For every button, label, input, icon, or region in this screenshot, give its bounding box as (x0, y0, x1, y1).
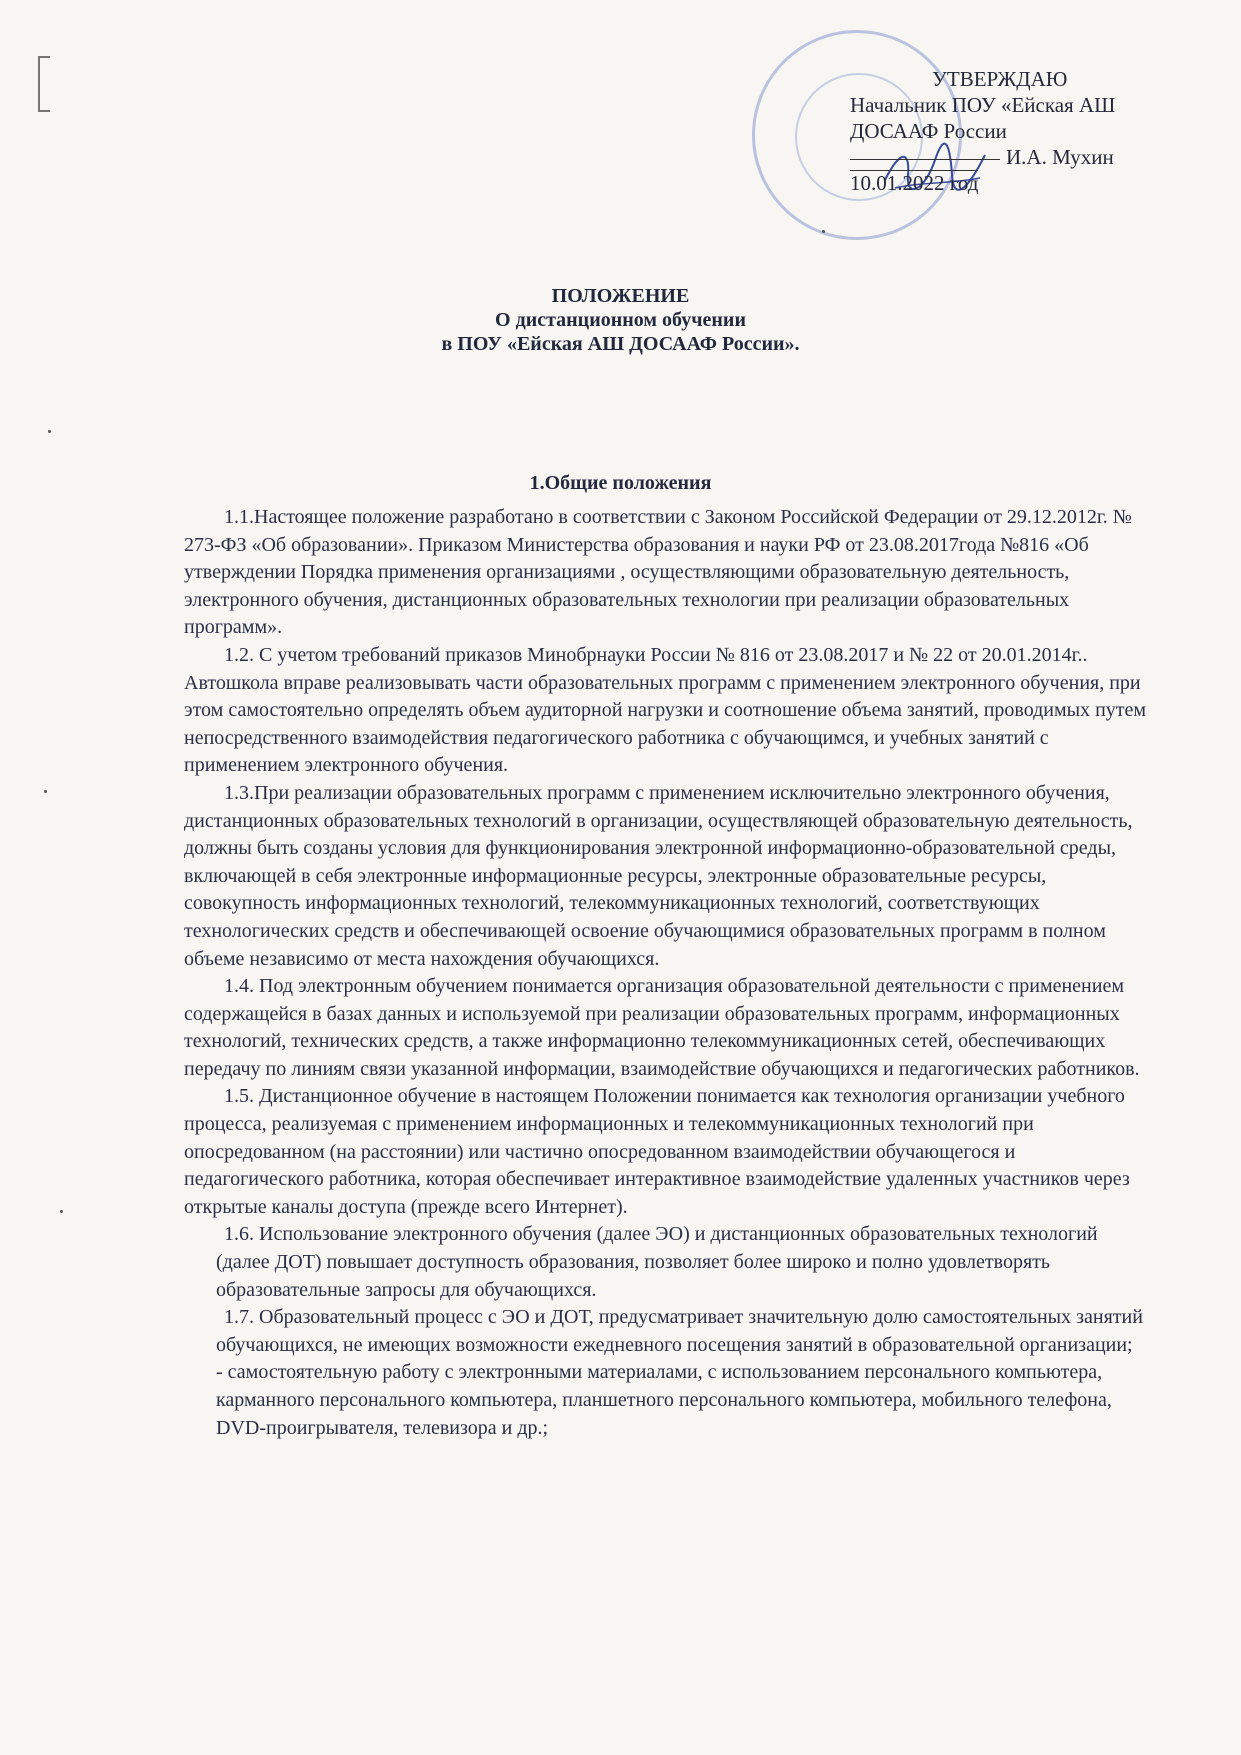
scan-speck (822, 230, 825, 233)
approval-date: 10.01.2022 год (850, 171, 979, 195)
signature-underline (850, 159, 1000, 160)
approval-signature-line (850, 144, 1240, 170)
title-line1: ПОЛОЖЕНИЕ (551, 285, 690, 307)
approval-block (850, 66, 1240, 196)
paragraph-1-2: 1.2. С учетом требований приказов Минобрнауки России № 816 от 23.08.2017 и № 22 от 20.01.2014г.. Автошкола вправе реализовывать части образовательных программ с применением электронного обучения, при этом самостоятельно определять объем аудиторной нагрузки и соотношение объема занятий, проводимых путем непосредственного взаимодействия педагогического работника с обучающимся, и учебных занятий с применением электронного обучения. (184, 643, 1147, 777)
paragraph-1-6: 1.6. Использование электронного обучения (далее ЭО) и дистанционных образовательных технологий (далее ДОТ) повышает доступность образования, позволяет более широко и полно удовлетворять образовательные запросы для обучающихся. (216, 1223, 1098, 1301)
approval-position-line1: Начальник ПОУ «Ейская АШ (850, 93, 1116, 117)
document-body (184, 504, 1154, 1442)
approval-title: УТВЕРЖДАЮ (932, 67, 1068, 91)
section-heading: 1.Общие положения (529, 472, 712, 494)
approval-signer: И.А. Мухин (1006, 145, 1114, 169)
document-title (0, 284, 1241, 356)
paragraph-1-5: 1.5. Дистанционное обучение в настоящем Положении понимается как технология организации учебного процесса, реализуемая с применением информационных и телекоммуникационных технологий при опосредованном (на расстоянии) или частично опосредованном взаимодействии обучающегося и педагогического работника, которая обеспечивает интерактивное взаимодействие удаленных участников через открытые каналы доступа (прежде всего Интернет). (184, 1085, 1130, 1218)
scan-speck (60, 1210, 63, 1213)
binding-mark (38, 56, 50, 112)
paragraph-1-3: 1.3.При реализации образовательных программ с применением исключительно электронного обучения, дистанционных образовательных технологий в организации, осуществляющей образовательную деятельность, должны быть созданы условия для функционирования электронной информационно-образовательной среды, включающей в себя электронные информационные ресурсы, электронные образовательные ресурсы, совокупность информационных технологий, телекоммуникационных технологий, соответствующих технологических средств и обеспечивающей освоение обучающимися образовательных программ в полном объеме независимо от места нахождения обучающихся. (184, 781, 1133, 970)
scan-speck (48, 430, 51, 433)
title-line2: О дистанционном обучении (495, 309, 746, 331)
approval-position-line2: ДОСААФ России (850, 119, 1007, 143)
approval-date-row (850, 170, 1240, 196)
paragraph-1-4: 1.4. Под электронным обучением понимается организация образовательной деятельности с применением содержащейся в базах данных и используемой при реализации образовательных программ, информационных технологий, технических средств, а также информационно телекоммуникационных сетей, обеспечивающих передачу по линиям связи указанной информации, взаимодействие обучающихся и педагогических работников. (184, 975, 1140, 1080)
paragraph-1-7-item: - самостоятельную работу с электронными материалами, с использованием персонального компьютера, карманного персонального компьютера, планшетного персонального компьютера, мобильного телефона, DVD-проигрывателя, телевизора и др.; (216, 1361, 1112, 1439)
scan-speck (44, 790, 47, 793)
paragraph-1-7: 1.7. Образовательный процесс с ЭО и ДОТ, предусматривает значительную долю самостоятельных занятий обучающихся, не имеющих возможности ежедневного посещения занятий в образовательной организации; (216, 1306, 1143, 1356)
title-line3: в ПОУ «Ейская АШ ДОСААФ России». (441, 333, 800, 355)
paragraph-1-1: 1.1.Настоящее положение разработано в соответствии с Законом Российской Федерации от 29.12.2012г. № 273-ФЗ «Об образовании». Приказом Министерства образования и науки РФ от 23.08.2017года №816 «Об утверждении Порядка применения организациями , осуществляющими образовательную деятельность, электронного обучения, дистанционных образовательных технологии при реализации образовательных программ». (184, 506, 1132, 639)
